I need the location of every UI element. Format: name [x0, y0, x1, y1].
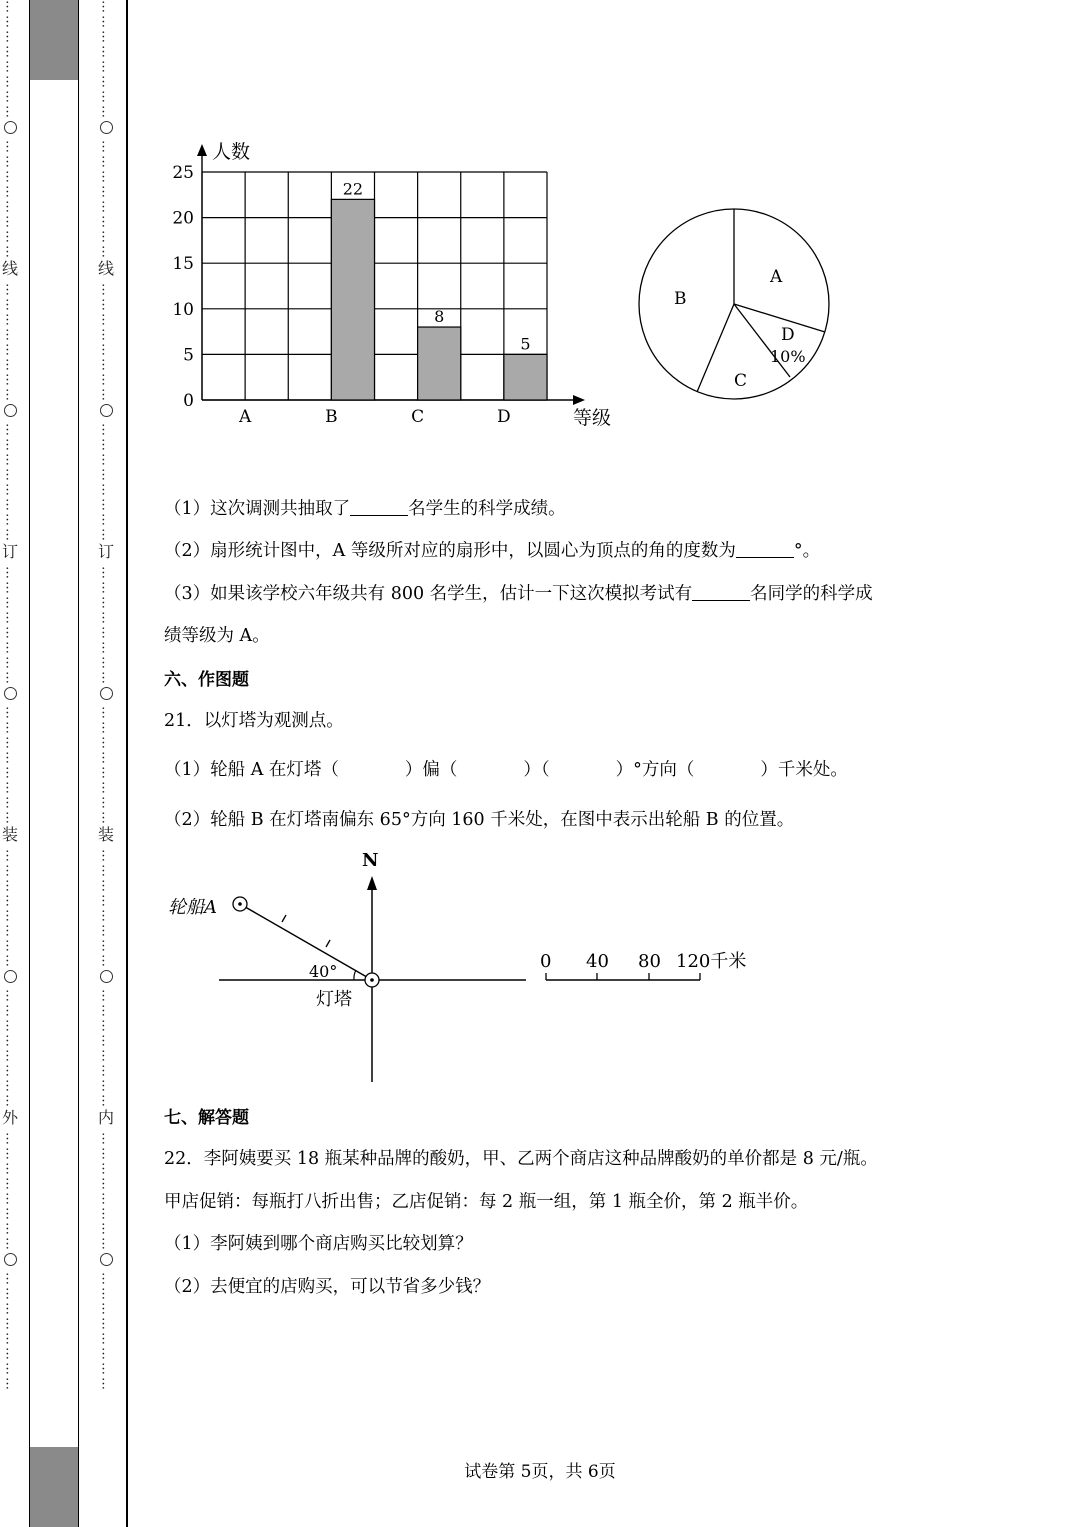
scale-label-80: 80	[638, 951, 661, 972]
bar-data-label-C: 8	[434, 307, 445, 327]
q22-stem: 22．李阿姨要买 18 瓶某种品牌的酸奶，甲、乙两个商店这种品牌酸奶的单价都是 8 元/瓶。	[164, 1149, 878, 1169]
pie-label-d-percent: 10%	[770, 347, 806, 366]
ship-a-tick-2	[282, 915, 286, 922]
q21-part2: （2）轮船 B 在灯塔南偏东 65°方向 160 千米处，在图中表示出轮船 B 的位置。	[164, 810, 795, 830]
outer-margin-circle-3	[4, 970, 17, 983]
q20-part3	[164, 580, 873, 605]
outer-margin-circle-0	[4, 121, 17, 134]
outer-margin-label-0: 线	[1, 259, 18, 278]
binding-band-top-block	[30, 0, 78, 80]
outer-binding-margin	[0, 0, 20, 1527]
outer-margin-circle-1	[4, 404, 17, 417]
outer-margin-dots-1: ……………………	[2, 140, 18, 260]
inner-margin-circle-0	[100, 121, 113, 134]
ship-a-label: 轮船A	[168, 897, 217, 918]
scale-label-0: 0	[540, 951, 552, 972]
outer-margin-label-3: 外	[1, 1108, 18, 1127]
inner-binding-margin	[96, 0, 116, 1527]
outer-margin-dots-3: ……………………	[2, 423, 18, 543]
q20-part2-pre: （2）扇形统计图中，A 等级所对应的扇形中，以圆心为顶点的角的度数为	[164, 541, 736, 561]
bar-chart-y-tick-20: 20	[172, 208, 194, 229]
pie-label-d: D	[781, 325, 795, 345]
bar-chart-y-tick-25: 25	[172, 163, 194, 183]
outer-margin-label-2: 装	[1, 825, 18, 844]
inner-margin-dots-4: ……………………	[98, 566, 114, 686]
outer-margin-dots-6: ……………………	[2, 849, 18, 969]
inner-margin-dots-0: ……………………	[98, 0, 114, 120]
bar-chart-y-tick-15: 15	[172, 254, 194, 275]
pie-label-a: A	[770, 267, 783, 287]
inner-margin-label-1: 订	[97, 542, 114, 561]
scale-label-40: 40	[586, 951, 609, 972]
q20-part3-cont: 绩等级为 A。	[164, 626, 270, 646]
inner-margin-circle-1	[100, 404, 113, 417]
page-footer: 试卷第 5页，共 6页	[464, 1462, 616, 1482]
bar-chart-y-tick-10: 10	[172, 299, 194, 320]
bar-B	[331, 199, 374, 400]
q20-part2-post: °。	[793, 541, 821, 561]
q21-part1-text-1: （1）轮船 A 在灯塔（	[164, 760, 339, 780]
binding-rule	[126, 0, 128, 1527]
inner-margin-circle-4	[100, 1253, 113, 1266]
q22-promo: 甲店促销：每瓶打八折出售；乙店促销：每 2 瓶一组，第 1 瓶全价，第 2 瓶半价。	[164, 1192, 809, 1212]
inner-margin-dots-6: ……………………	[98, 849, 114, 969]
inner-margin-dots-7: ……………………	[98, 989, 114, 1109]
outer-margin-dots-0: ……………………	[2, 0, 18, 120]
inner-margin-dots-3: ……………………	[98, 423, 114, 543]
q20-part1-blank[interactable]	[350, 498, 408, 517]
compass-diagram	[164, 842, 784, 1092]
angle-label: 40°	[309, 962, 338, 981]
lighthouse-label: 灯塔	[316, 989, 352, 1010]
inner-margin-dots-2: ……………………	[98, 283, 114, 403]
q21-part1	[164, 756, 848, 781]
bar-chart-y-tick-5: 5	[183, 345, 194, 366]
q20-part3-blank[interactable]	[692, 583, 750, 602]
bar-data-label-D: 5	[520, 334, 531, 354]
outer-margin-dots-2: ……………………	[2, 283, 18, 403]
inner-margin-label-2: 装	[97, 825, 114, 844]
pie-label-b: B	[674, 289, 687, 309]
bar-chart-x-tick-C: C	[411, 407, 425, 427]
q21-part1-text-2: ）偏（	[404, 760, 458, 780]
inner-margin-dots-1: ……………………	[98, 140, 114, 260]
angle-arc	[354, 970, 356, 980]
inner-margin-circle-2	[100, 687, 113, 700]
outer-margin-circle-4	[4, 1253, 17, 1266]
inner-margin-dots-5: ……………………	[98, 706, 114, 826]
q20-part2-blank[interactable]	[736, 540, 794, 559]
ship-a-line	[240, 904, 372, 980]
outer-margin-circle-2	[4, 687, 17, 700]
bar-C	[418, 327, 461, 400]
outer-margin-dots-4: ……………………	[2, 566, 18, 686]
bar-chart-x-arrow-icon	[573, 395, 585, 405]
q22-part1: （1）李阿姨到哪个商店购买比较划算？	[164, 1234, 473, 1254]
q20-part1-pre: （1）这次调测共抽取了	[164, 499, 351, 519]
scale-label-120: 120千米	[676, 951, 747, 972]
q21-part1-text-5: ）千米处。	[760, 760, 848, 780]
inner-margin-circle-3	[100, 970, 113, 983]
bar-chart	[164, 135, 624, 435]
outer-margin-label-1: 订	[1, 542, 18, 561]
q20-part2	[164, 537, 820, 562]
north-label: N	[362, 850, 379, 871]
bar-chart-y-tick-0: 0	[183, 391, 194, 411]
ship-a-tick-1	[326, 940, 330, 947]
north-arrow-icon	[367, 876, 377, 890]
outer-margin-dots-7: ……………………	[2, 989, 18, 1109]
bar-chart-x-tick-B: B	[325, 407, 338, 427]
q21-stem: 21．以灯塔为观测点。	[164, 711, 344, 731]
binding-band	[29, 0, 79, 1527]
outer-margin-dots-8: ……………………	[2, 1132, 18, 1252]
lighthouse-marker-dot	[370, 978, 374, 982]
q21-part1-text-4: ）°方向（	[615, 760, 695, 780]
bar-chart-y-arrow-icon	[197, 144, 207, 156]
bar-D	[504, 354, 547, 400]
q20-part1-post: 名学生的科学成绩。	[408, 499, 566, 519]
bar-chart-y-label: 人数	[212, 141, 251, 163]
ship-a-marker-dot	[238, 902, 242, 906]
q22-part2: （2）去便宜的店购买，可以节省多少钱？	[164, 1277, 491, 1297]
section-heading-6: 六、作图题	[164, 670, 249, 690]
inner-margin-dots-8: ……………………	[98, 1132, 114, 1252]
q20-part1	[164, 495, 566, 520]
pie-chart	[630, 200, 850, 420]
q21-part1-text-3: ）（	[523, 760, 550, 780]
bar-chart-x-label: 等级	[573, 407, 612, 429]
bar-data-label-B: 22	[342, 179, 364, 199]
inner-margin-label-3: 内	[97, 1108, 114, 1127]
outer-margin-dots-9: ……………………	[2, 1272, 18, 1392]
outer-margin-dots-5: ……………………	[2, 706, 18, 826]
pie-label-c: C	[734, 371, 748, 391]
bar-chart-x-tick-D: D	[497, 407, 511, 427]
q20-part3-post: 名同学的科学成	[750, 584, 873, 604]
q20-part3-pre: （3）如果该学校六年级共有 800 名学生，估计一下这次模拟考试有	[164, 584, 693, 604]
section-heading-7: 七、解答题	[164, 1108, 249, 1128]
bar-chart-x-tick-A: A	[238, 407, 252, 427]
inner-margin-dots-9: ……………………	[98, 1272, 114, 1392]
inner-margin-label-0: 线	[97, 259, 114, 278]
